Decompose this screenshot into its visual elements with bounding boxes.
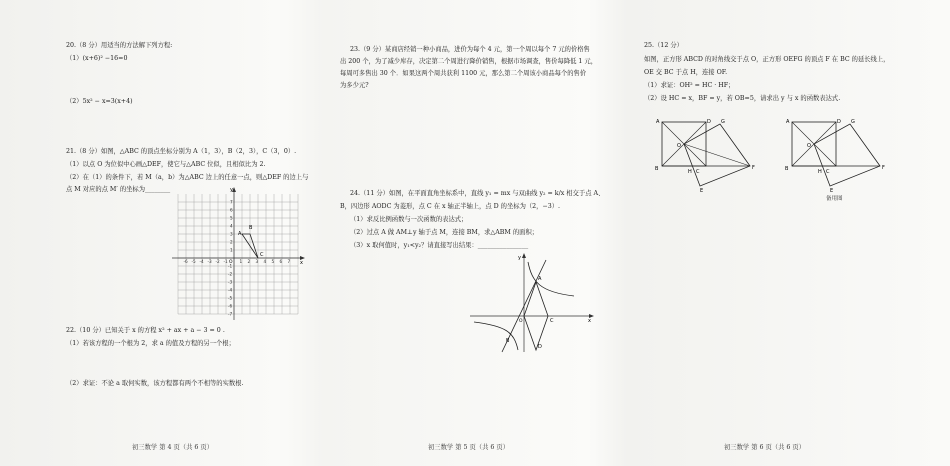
question-21-title: 21.（8 分）如图，△ABC 的顶点坐标分别为 A（1，3），B（2，3），C（3，0）. — [66, 148, 297, 155]
label-h: H — [688, 169, 692, 175]
x-tick-label: -6 — [183, 259, 188, 264]
page-6 — [634, 0, 950, 466]
question-22-title: 22.（10 分）已知关于 x 的方程 x² + ax + a − 3 = 0 . — [66, 327, 225, 334]
question-23-line-2: 出 200 个，为了减少库存，决定第二个周进行降价销售，根据市场调查，售价每降低 1 元， — [340, 58, 598, 65]
label-b: B — [785, 166, 789, 172]
question-25-line-3: OE 交 BC 于点 H，连接 OF. — [644, 69, 728, 76]
point-d-label: D — [538, 344, 542, 350]
question-20-title: 20.（8 分）用适当的方法解下列方程: — [66, 42, 173, 49]
page-4 — [0, 0, 316, 466]
x-tick-label: -4 — [199, 259, 204, 264]
question-20-part-2: （2）5x² − x=3(x+4) — [66, 98, 133, 105]
x-tick-label: -3 — [207, 259, 212, 264]
q25-spare-figure — [784, 116, 894, 194]
x-tick-label: 2 — [247, 259, 251, 264]
label-c: C — [826, 169, 830, 175]
q21-coordinate-grid — [170, 186, 306, 322]
question-23-line-4: 为多少元? — [340, 82, 369, 89]
segment-of — [684, 144, 750, 166]
y-tick-label: -5 — [228, 295, 233, 301]
label-h: H — [818, 169, 822, 175]
label-f: F — [752, 165, 755, 171]
x-axis-label: x — [588, 318, 591, 324]
origin-label: O — [229, 260, 233, 265]
question-22-part-1: （1）若该方程的一个根为 2，求 a 的值及方程的另一个根； — [66, 340, 235, 347]
label-a: A — [656, 119, 660, 125]
label-e: E — [700, 188, 704, 194]
x-tick-label: 6 — [279, 259, 283, 264]
x-axis-label: x — [300, 260, 303, 266]
y-tick-label: 7 — [230, 199, 233, 205]
point-c-label: C — [260, 252, 264, 258]
point-c-label: C — [550, 318, 554, 324]
page-6-footer: 初三数学 第 6 页（共 6 页） — [724, 444, 805, 451]
label-o: O — [677, 143, 681, 149]
question-21-part-1: （1）以点 O 为位似中心画△DEF，使它与△ABC 位似，且相似比为 2. — [66, 161, 266, 168]
question-24-line-4: （2）过点 A 做 AM⊥y 轴于点 M，连接 BM，求△ABM 的面积； — [350, 229, 539, 236]
label-d: D — [707, 119, 711, 125]
y-axis-label: y — [518, 255, 521, 261]
question-24-line-2: B，四边形 AODC 为菱形，点 C 在 x 轴正半轴上，点 D 的坐标为（2，−3）. — [340, 203, 561, 210]
y-tick-label: 3 — [230, 231, 233, 237]
label-o: O — [807, 143, 811, 149]
hyperbola-right-branch — [528, 262, 574, 296]
question-25-line-2: 如图，正方形 ABCD 的对角线交于点 O，正方形 OEFG 的顶点 F 在 BC 的延长线上， — [644, 56, 890, 63]
y-tick-label: -1 — [228, 263, 233, 269]
y-tick-label: -6 — [228, 303, 233, 309]
question-25-line-5: （2）设 HC = x，BF = y，若 OB=5，请求出 y 与 x 的函数表达式. — [644, 95, 841, 102]
label-c: C — [696, 169, 700, 175]
question-21-part-2: （2）在（1）的条件下，若 M（a，b）为△ABC 边上的任意一点，则△DEF 的边上与 — [66, 174, 309, 181]
y-tick-label: -3 — [228, 279, 233, 285]
x-tick-label: -2 — [215, 259, 220, 264]
page-5-footer: 初三数学 第 5 页（共 6 页） — [428, 444, 509, 451]
label-g: G — [851, 119, 855, 125]
y-axis-label: y — [230, 187, 233, 193]
page-4-footer: 初三数学 第 4 页（共 6 页） — [132, 444, 213, 451]
question-23-line-3: 每周可多售出 30 个．如果这两个周共获利 1100 元，那么第二个周该小商品每个的售价 — [340, 70, 587, 77]
question-20-part-1: （1）(x+6)² −16=0 — [66, 55, 128, 62]
question-24-line-1: 24.（11 分）如图，在平面直角坐标系中，直线 y₁ = mx 与双曲线 y₂ = k/x 相交于点 A、 — [350, 190, 605, 197]
question-24-line-5: （3）x 取何值时，y₁<y₂？请直接写出结果：________________ — [350, 242, 529, 249]
y-tick-label: -2 — [228, 271, 233, 277]
question-25-line-1: 25.（12 分） — [644, 42, 683, 49]
label-b: B — [655, 166, 659, 172]
question-22-part-2: （2）求证：不论 a 取何实数，该方程都有两个不相等的实数根. — [66, 380, 244, 387]
question-24-line-3: （1）求反比例函数与一次函数的表达式； — [350, 216, 468, 223]
question-21-part-3: 点 M 对应的点 M′ 的坐标为________ — [66, 186, 171, 193]
point-a-label: A — [538, 276, 542, 282]
y-tick-label: 4 — [230, 223, 233, 229]
y-tick-label: 1 — [230, 247, 233, 253]
q24-figure — [466, 252, 596, 354]
label-d: D — [837, 119, 841, 125]
y-tick-label: -7 — [228, 311, 233, 317]
hyperbola-left-branch — [474, 322, 518, 350]
point-a-label: A — [238, 231, 242, 237]
point-b-label: B — [506, 338, 510, 344]
label-g: G — [721, 119, 725, 125]
label-f: F — [882, 165, 885, 171]
y-tick-label: 6 — [230, 207, 233, 213]
x-tick-label: -1 — [223, 259, 228, 264]
q25-main-figure — [654, 116, 764, 194]
y-tick-label: -4 — [228, 287, 233, 293]
point-b-label: B — [249, 225, 253, 231]
page-5 — [316, 0, 634, 466]
x-tick-label: 5 — [271, 259, 275, 264]
y-tick-label: 5 — [230, 215, 233, 221]
question-23-line-1: 23.（9 分）某商店经销一种小商品，进价为每个 4 元，第一个周以每个 7 元的价格售 — [350, 46, 590, 53]
question-25-line-4: （1）求证：OH² = HC · HF； — [644, 82, 735, 89]
y-tick-label: 2 — [230, 239, 233, 245]
x-tick-label: 1 — [239, 259, 243, 264]
label-e: E — [830, 188, 834, 194]
x-tick-label: 3 — [255, 259, 259, 264]
x-tick-label: 7 — [287, 259, 291, 264]
x-tick-label: 4 — [263, 259, 267, 264]
label-a: A — [786, 119, 790, 125]
spare-figure-caption: 备用图 — [826, 196, 843, 202]
x-tick-label: -5 — [191, 259, 196, 264]
origin-label: O — [519, 319, 523, 324]
